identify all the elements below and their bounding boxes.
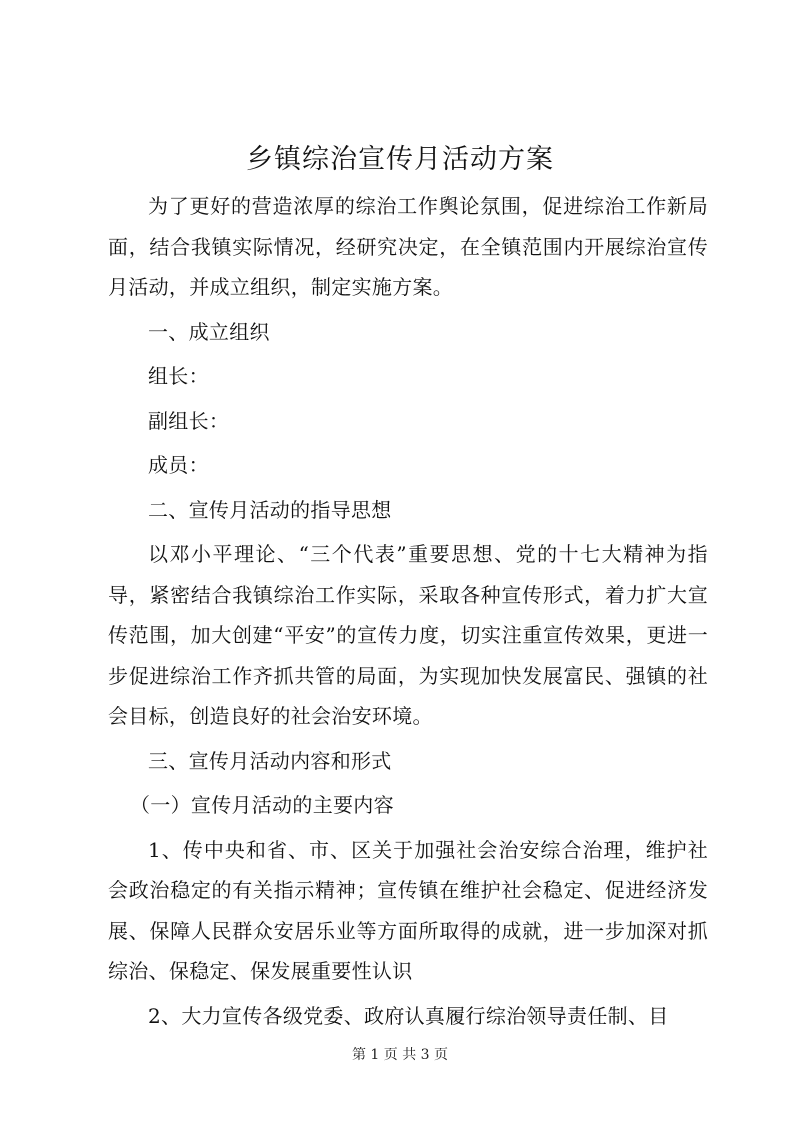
section-heading-content-and-form: 三、宣传月活动内容和形式 (148, 748, 392, 773)
deputy-leader-line: 副组长： (148, 408, 230, 433)
guiding-thought-paragraph: 以邓小平理论、“三个代表”重要思想、党的十七大精神为指导，紧密结合我镇综治工作实际，采取各种宣传形式，着力扩大宣传范围，加大创建“平安”的宣传力度，切实注重宣传效果，更进一步促进综治工作齐抓共管的局面，为实现加快发展富民、强镇的社会目标，创造良好的社会治安环境。 (108, 542, 708, 728)
section-heading-organization: 一、成立组织 (148, 319, 270, 344)
subsection-heading-main-content: （一）宣传月活动的主要内容 (130, 793, 394, 817)
intro-paragraph: 为了更好的营造浓厚的综治工作舆论氛围，促进综治工作新局面，结合我镇实际情况，经研究决定，在全镇范围内开展综治宣传月活动，并成立组织，制定实施方案。 (108, 194, 708, 299)
document-body (108, 186, 708, 1040)
section-heading-guiding-thought: 二、宣传月活动的指导思想 (148, 497, 392, 522)
team-leader-line: 组长： (148, 364, 209, 388)
page-footer: 第 1 页 共 3 页 (351, 1047, 449, 1063)
content-item-1: 1、传中央和省、市、区关于加强社会治安综合治理，维护社会政治稳定的有关指示精神；宣传镇在维护社会稳定、促进经济发展、保障人民群众安居乐业等方面所取得的成就，进一步加深对抓综治、保稳定、保发展重要性认识 (108, 837, 708, 983)
members-line: 成员： (148, 453, 209, 477)
content-item-2: 2、大力宣传各级党委、政府认真履行综治领导责任制、目 (148, 1003, 669, 1028)
document-title: 乡镇综治宣传月活动方案 (246, 144, 554, 175)
